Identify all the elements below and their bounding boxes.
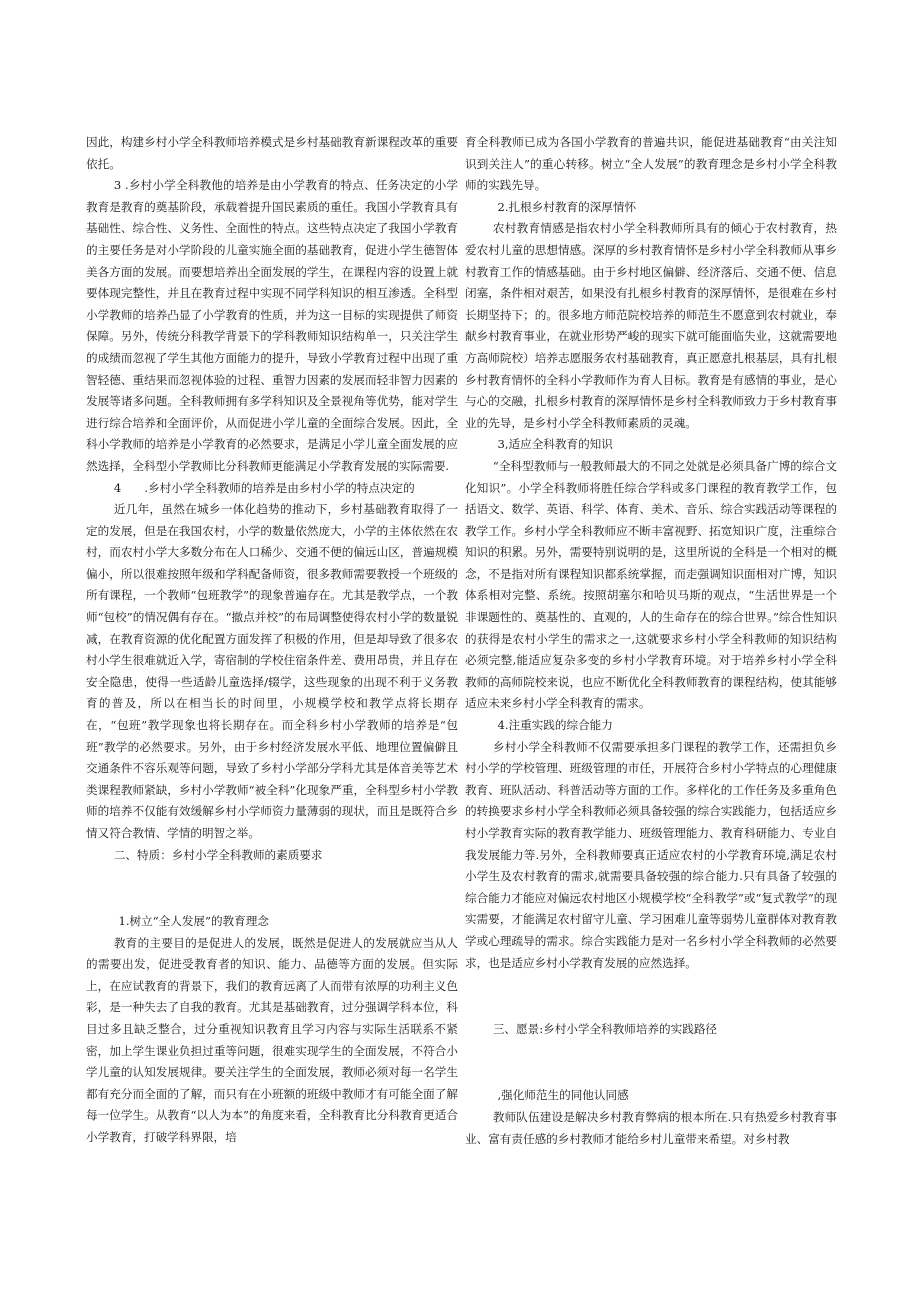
left-column [86,132,458,1149]
subsection-heading: 3,适应全科教育的知识 [497,437,613,452]
paragraph: 近几年，虽然在城乡一体化趋势的推动下，乡村基础教育取得了一定的发展，但是在我国农村，小学的数量依然庞大，小学的主体依然在农村，而农村小学大多数分布在人口稀少、交通不便的偏远山区，普遍规模偏小，所以很难按照年级和学科配备师资，很多教师需要教授一个班级的所有课程，一个教师“包班教学”的现象普遍存在。尤其是教学点，一个教师“包校”的情况偶有存在。“撤点并校”的布局调整使得农村小学的数量锐减，在教育资源的优化配置方面发挥了积极的作用，但是却导致了很多农村小学生很难就近入学，寄宿制的学校住宿条件差、费用昂贵，并且存在安全隐患，使得一些适龄儿童选择/辍学，这些现象的出现不利于义务教育的普及，所以在相当长的时间里，小规模学校和教学点将长期存在，“包班”教学现象也将长期存在。而全科乡村小学教师的培养是“包班”教学的必然要求。另外，由于乡村经济发展水平低、地理位置偏僻且交通条件不容乐观等问题，导致了乡村小学部分学科尤其是体音美等艺术类课程教师紧缺，乡村小学教师“被全科”化现象严重，全科型乡村小学教师的培养不仅能有效缓解乡村小学师资力量薄弱的现状，而且是既符合乡情又符合教情、学情的明智之举。 [86,502,458,840]
blank-line [86,878,458,900]
paragraph: “全科型教师与一般教师最大的不同之处就是必须具备广博的综合文化知识”。小学全科教师将胜任综合学科或多门课程的教育教学工作，包括语文、数学、英语、科学、体育、美术、音乐、综合实践活动等课程的教学工作。乡村小学全科教师应不断丰富视野、拓宽知识广度，注重综合知识的积累。另外，需要特别说明的是，这里所说的全科是一个相对的概念，不是指对所有课程知识都系统掌握，而走强调知识面相对广博，知识体系相对完整、系统。按照胡塞尔和哈贝马斯的观点，“生活世界是一个非课题性的、奠基性的、直观的，人的生命存在的综合世界。”综合性知识的获得是农村小学生的需求之一,这就要求乡村小学全科教师的知识结构必须完整,能适应复杂多变的乡村小学教育环境。对于培养乡村小学全科教师的高师院校来说，也应不断优化全科教师教育的课程结构，使其能够适应未来乡村小学全科教育的需求。 [465,458,837,711]
section-heading: 三、愿景:乡村小学全科教师培养的实践路径 [492,1021,718,1036]
paragraph: 育全科教师已成为各国小学教育的普遍共识，能促进基础教育“由关注知识到关注人”的重心转移。树立“全人发展”的教育理念是乡村小学全科教师的实践先导。 [465,135,837,193]
subsection-heading: 4.注重实践的综合能力 [497,718,613,733]
paragraph: 因此，构建乡村小学全科教师培养模式是乡村基础教育新课程改革的重要依托。 [86,135,458,171]
subsection-heading: 2.扎根乡村教育的深厚情怀 [497,199,637,214]
paragraph: 3 .乡村小学全科教他的培养是由小学教育的特点、任务决定的小学教育是教育的奠基阶段，承载着提升国民素质的重任。我国小学教育具有基础性、综合性、义务性、全面性的特点。这些特点决定了我国小学教育的主要任务是对小学阶段的儿童实施全面的基础教育，促进小学生德智体美各方面的发展。而要想培养出全面发展的学生，在课程内容的设置上就要体现完整性，并且在教育过程中实现不同学科知识的相互渗透。全科型小学教师的培养凸显了小学教育的性质，并为这一目标的实现提供了师资保障。另外，传统分科教学背景下的学科教师知识结构单一，只关注学生的成绩而忽视了学生其他方面能力的提升，导致小学教育过程中出现了重智轻德、重结果而忽视体验的过程、重智力因素的发展而轻非智力因素的发展等诸多问题。全科教师拥有多学科知识及全景视角等优势，能对学生进行综合培养和全面评价，从而促进小学儿童的全面综合发展。因此，全科小学教师的培养是小学教育的必然要求，是满足小学儿童全面发展的应然选择，全科型小学教师比分科教师更能满足小学教育发展的实际需要. [86,178,458,473]
paragraph: 农村教育情感是指农村小学全科教师所具有的倾心于农村教育，热爱农村儿童的思想情感。深厚的乡村教育情怀是乡村小学全科教师从事乡村教育工作的情感基础。由于乡村地区偏僻、经济落后、交通不便、信息闭塞，条件相对艰苦，如果没有扎根乡村教育的深厚情怀，是很难在乡村长期坚持下；的。很多地方师范院校培养的师范生不愿意到农村就业，奉献乡村教育事业，在就业形势严峻的现实下就可能面临失业，这就需要地方高师院校）培养志愿服务农村基础教育，真正愿意扎根基层，具有扎根乡村教育情怀的全科小学教师作为育人目标。教育是有感情的事业，是心与心的交融，扎根乡村教育的深厚情怀是乡村全科教师致力于乡村教育事业的先导，是乡村小学全科教师素质的灵魂。 [465,221,837,430]
section-heading: 二、特质：乡村小学全科教师的素质要求 [113,847,323,862]
subsection-heading: ,强化师范生的同他认同感 [497,1088,629,1103]
paragraph: 教师队伍建设是解决乡村教育弊病的根本所在.只有热爱乡村教育事业、富有责任感的乡村教师才能给乡村儿童带来希望。对乡村教 [465,1109,837,1146]
blank-line [465,986,837,1008]
blank-line [465,1052,837,1074]
right-column [465,132,837,1150]
subsection-heading: 1.树立“全人发展”的教育理念 [118,913,269,928]
paragraph: 教育的主要目的是促进人的发展，既然是促进人的发展就应当从人的需要出发，促进受教育者的知识、能力、品德等方面的发展。但实际上，在应试教育的背景下，我们的教育远离了人而带有浓厚的功利主义色彩，是一种失去了自我的教育。尤其是基础教育，过分强调学科本位，科目过多且缺乏整合，过分重视知识教育且学习内容与实际生活联系不紧密，加上学生课业负担过重等问题，很难实现学生的全面发展，不符合小学儿童的认知发展规律。要关注学生的全面发展，教师必须对每一名学生都有充分而全面的了解，而只有在小班额的班级中教师才有可能全面了解每一位学生。从教育“以人为本”的角度来看，全科教育比分科教育更适合小学教育，打破学科界限，培 [86,935,458,1144]
paragraph: 4 .乡村小学全科教师的培养是由乡村小学的特点决定的 [113,480,415,495]
paragraph: 乡村小学全科教师不仅需要承担多门课程的教学工作，还需担负乡村小学的学校管理、班级管理的市任，开展符合乡村小学特点的心理健康教育、班队活动、科普活动等方面的工作。多样化的工作任务及多重角色的转换要求乡村小学全科教师必须具备较强的综合实践能力，包括适应乡村小学教育实际的教育教学能力、班级管理能力、教育科研能力、专业自我发展能力等.另外，全科教师要真正适应农村的小学教育环境,满足农村小学生及农村教育的需求,就需要具备较强的综合能力.只有具备了较强的综合能力才能应对偏远农村地区小规模学校“全科教学”或“复式教学”的现实需要，才能满足农村留守儿童、学习困难儿童等弱势儿童群体对教育教学或心理疏导的需求。综合实践能力是对一名乡村小学全科教师的必然要求，也是适应乡村小学教育发展的应然选择。 [465,739,837,970]
